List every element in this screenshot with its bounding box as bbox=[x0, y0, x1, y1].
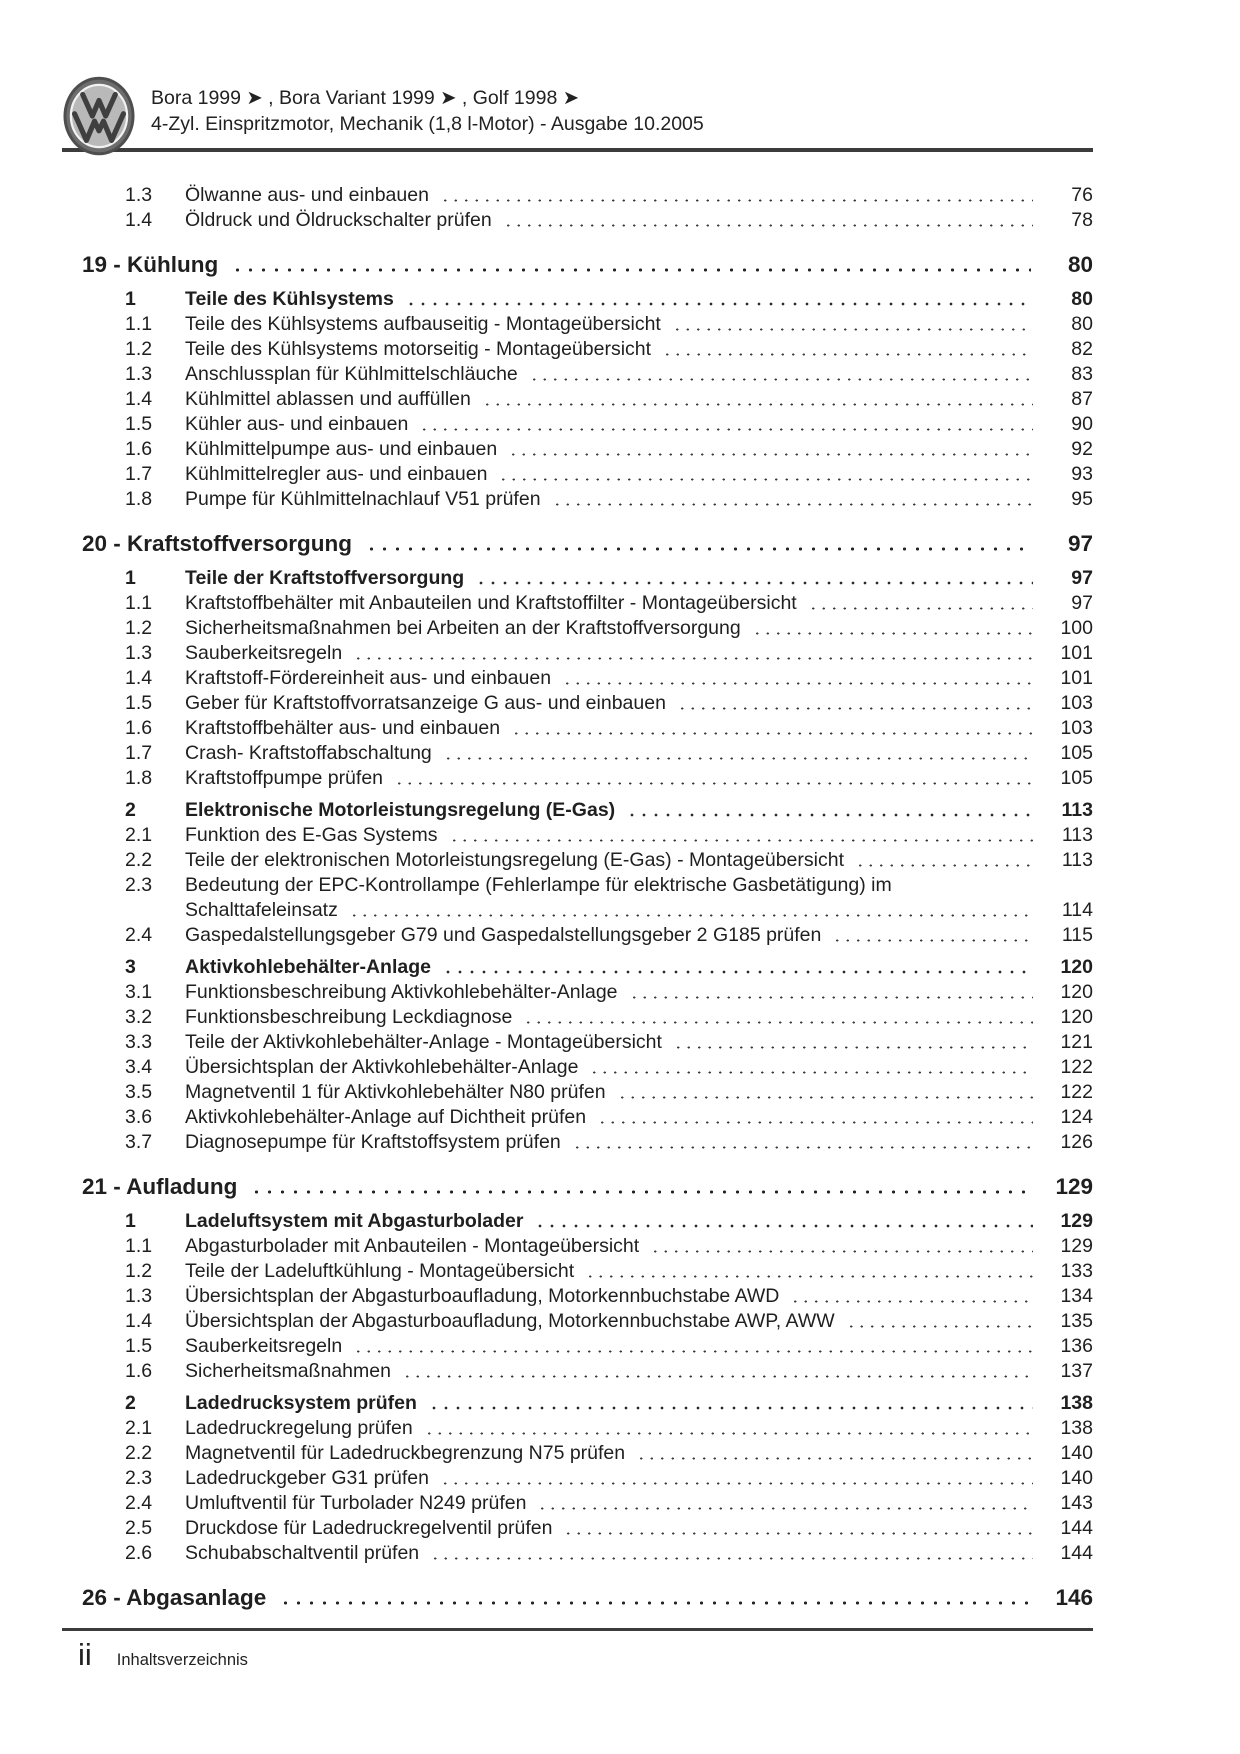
dot-leader bbox=[275, 1582, 1031, 1613]
page-number: 121 bbox=[1060, 1031, 1093, 1053]
toc-item-row bbox=[62, 616, 1093, 641]
toc-item-row bbox=[62, 898, 1093, 923]
toc-item-row bbox=[62, 208, 1093, 233]
page-number: 103 bbox=[1060, 692, 1093, 714]
toc-item-title: Anschlussplan für Kühlmittelschläuche bbox=[185, 363, 518, 385]
toc-item-row bbox=[62, 566, 1093, 591]
toc-item-row bbox=[62, 462, 1093, 487]
toc-item-title: Funktion des E-Gas Systems bbox=[185, 824, 438, 846]
dot-leader bbox=[570, 1130, 1033, 1155]
toc-item-title: Teile der elektronischen Motorleistungsregelung (E-Gas) - Montageübersicht bbox=[185, 849, 844, 871]
toc-item-number: 1.4 bbox=[125, 388, 153, 410]
dot-leader bbox=[583, 1259, 1033, 1284]
toc-item-title: Umluftventil für Turbolader N249 prüfen bbox=[185, 1492, 527, 1514]
toc-item-row bbox=[62, 848, 1093, 873]
toc-item-row bbox=[62, 1491, 1093, 1516]
toc-item-number: 1.7 bbox=[125, 742, 153, 764]
toc-item-number: 3.2 bbox=[125, 1006, 153, 1028]
toc-item-row bbox=[62, 716, 1093, 741]
toc-item-title: Schubabschaltventil prüfen bbox=[185, 1542, 420, 1564]
dot-leader bbox=[634, 1441, 1033, 1466]
page-number: 120 bbox=[1060, 981, 1093, 1003]
toc-item-title: Magnetventil für Ladedruckbegrenzung N75 prüfen bbox=[185, 1442, 626, 1464]
toc-item-number: 1.1 bbox=[125, 313, 153, 335]
dot-leader bbox=[438, 183, 1033, 208]
toc-item-number: 1 bbox=[125, 1210, 136, 1232]
toc-item-title: Diagnosepumpe für Kraftstoffsystem prüfen bbox=[185, 1131, 561, 1153]
toc-item-number: 1.4 bbox=[125, 1310, 153, 1332]
toc-item-row bbox=[62, 980, 1093, 1005]
toc-item-row bbox=[62, 923, 1093, 948]
dot-leader bbox=[246, 1171, 1031, 1202]
page-number: 82 bbox=[1071, 338, 1093, 360]
page-number: 80 bbox=[1071, 288, 1093, 310]
toc-item-number: 1.1 bbox=[125, 1235, 153, 1257]
page-number: 137 bbox=[1060, 1360, 1093, 1382]
dot-leader bbox=[615, 1080, 1033, 1105]
toc-item-title: Bedeutung der EPC-Kontrollampe (Fehlerlampe für elektrische Gasbetätigung) im bbox=[185, 874, 892, 896]
toc-item-title: Teile der Ladeluftkühlung - Montageübersicht bbox=[185, 1260, 575, 1282]
toc-item-number: 1.2 bbox=[125, 1260, 153, 1282]
dot-leader bbox=[509, 716, 1033, 741]
toc-item-title: Kraftstoffbehälter aus- und einbauen bbox=[185, 717, 501, 739]
dot-leader bbox=[403, 287, 1033, 312]
toc-item-title: Ölwanne aus- und einbauen bbox=[185, 184, 429, 206]
toc-chapter-row bbox=[62, 1171, 1093, 1202]
page-number: 87 bbox=[1071, 388, 1093, 410]
toc-item-number: 1.8 bbox=[125, 488, 153, 510]
header-subtitle: 4-Zyl. Einspritzmotor, Mechanik (1,8 l-Motor) - Ausgabe 10.2005 bbox=[151, 113, 704, 135]
page-number: 113 bbox=[1061, 799, 1093, 821]
toc-item-number: 3.5 bbox=[125, 1081, 153, 1103]
dot-leader bbox=[501, 208, 1033, 233]
toc-item-title: Ladedruckgeber G31 prüfen bbox=[185, 1467, 429, 1489]
toc-item-row bbox=[62, 1391, 1093, 1416]
toc-item-number: 2.6 bbox=[125, 1542, 153, 1564]
page-number: 105 bbox=[1060, 767, 1093, 789]
toc-item-number: 2.2 bbox=[125, 1442, 153, 1464]
header-models: Bora 1999 ➤ , Bora Variant 1999 ➤ , Golf 1998 ➤ bbox=[151, 87, 580, 109]
dot-leader bbox=[595, 1105, 1033, 1130]
page-number: 129 bbox=[1055, 1174, 1093, 1199]
dot-leader bbox=[227, 249, 1031, 280]
toc-item-row bbox=[62, 873, 1093, 898]
page-number: 140 bbox=[1060, 1467, 1093, 1489]
page-number: 124 bbox=[1060, 1106, 1093, 1128]
page-number: 101 bbox=[1060, 642, 1093, 664]
toc-chapter-row bbox=[62, 528, 1093, 559]
page-number: 78 bbox=[1071, 209, 1093, 231]
toc-item-row bbox=[62, 1030, 1093, 1055]
toc-item-row bbox=[62, 1259, 1093, 1284]
page-number: 136 bbox=[1060, 1335, 1093, 1357]
toc-item-row bbox=[62, 1516, 1093, 1541]
toc-item-number: 2.5 bbox=[125, 1517, 153, 1539]
toc-item-number: 1.3 bbox=[125, 1285, 153, 1307]
dot-leader bbox=[496, 462, 1033, 487]
toc-item-title: Kühler aus- und einbauen bbox=[185, 413, 409, 435]
page-number: 120 bbox=[1060, 1006, 1093, 1028]
toc-item-number: 1.5 bbox=[125, 692, 153, 714]
page-number: 146 bbox=[1055, 1585, 1093, 1610]
toc-item-title: Magnetventil 1 für Aktivkohlebehälter N80 prüfen bbox=[185, 1081, 606, 1103]
toc-item-row bbox=[62, 362, 1093, 387]
dot-leader bbox=[675, 691, 1033, 716]
page-number: 80 bbox=[1067, 252, 1093, 277]
toc-item-row bbox=[62, 412, 1093, 437]
toc-item-number: 1.2 bbox=[125, 617, 153, 639]
toc-item-row bbox=[62, 183, 1093, 208]
toc-item-row bbox=[62, 1105, 1093, 1130]
toc-item-row bbox=[62, 741, 1093, 766]
toc-item-title: Funktionsbeschreibung Leckdiagnose bbox=[185, 1006, 513, 1028]
dot-leader bbox=[627, 980, 1033, 1005]
vw-logo bbox=[62, 75, 136, 157]
toc-item-number: 1.6 bbox=[125, 1360, 153, 1382]
page-number: 126 bbox=[1060, 1131, 1093, 1153]
toc-item-number: 2.1 bbox=[125, 1417, 153, 1439]
toc-item-row bbox=[62, 1309, 1093, 1334]
dot-leader bbox=[535, 1491, 1033, 1516]
dot-leader bbox=[422, 1416, 1033, 1441]
toc-item-title: Teile der Aktivkohlebehälter-Anlage - Montageübersicht bbox=[185, 1031, 662, 1053]
page-number: 129 bbox=[1060, 1235, 1093, 1257]
toc-item-title: Kühlmittelregler aus- und einbauen bbox=[185, 463, 488, 485]
page-number: 115 bbox=[1061, 924, 1093, 946]
dot-leader bbox=[351, 641, 1033, 666]
toc-item-row bbox=[62, 437, 1093, 462]
page-number: 129 bbox=[1060, 1210, 1093, 1232]
page-number: 92 bbox=[1071, 438, 1093, 460]
page-number: 144 bbox=[1060, 1542, 1093, 1564]
toc-item-number: 1.6 bbox=[125, 438, 153, 460]
page-number: 93 bbox=[1071, 463, 1093, 485]
toc-item-title: Sicherheitsmaßnahmen bbox=[185, 1360, 391, 1382]
toc-item-row bbox=[62, 1541, 1093, 1566]
page-number: 83 bbox=[1071, 363, 1093, 385]
page-number: 90 bbox=[1071, 413, 1093, 435]
page-number: 133 bbox=[1060, 1260, 1093, 1282]
toc-item-row bbox=[62, 1130, 1093, 1155]
toc-item-row bbox=[62, 387, 1093, 412]
toc-item-row bbox=[62, 666, 1093, 691]
toc-chapter-title: 20 - Kraftstoffversorgung bbox=[82, 531, 353, 556]
toc-item-row bbox=[62, 955, 1093, 980]
toc-item-number: 3.6 bbox=[125, 1106, 153, 1128]
table-of-contents bbox=[62, 183, 1093, 1613]
toc-item-title: Kühlmittel ablassen und auffüllen bbox=[185, 388, 471, 410]
page-number: 103 bbox=[1060, 717, 1093, 739]
dot-leader bbox=[648, 1234, 1033, 1259]
toc-item-row bbox=[62, 1359, 1093, 1384]
toc-item-row bbox=[62, 798, 1093, 823]
toc-chapter-title: 19 - Kühlung bbox=[82, 252, 219, 277]
toc-item-number: 2.4 bbox=[125, 924, 153, 946]
dot-leader bbox=[361, 528, 1031, 559]
toc-item-title: Teile des Kühlsystems aufbauseitig - Montageübersicht bbox=[185, 313, 661, 335]
vw-logo-icon bbox=[62, 75, 136, 157]
dot-leader bbox=[473, 566, 1033, 591]
header-text-block bbox=[151, 76, 704, 137]
dot-leader bbox=[438, 1466, 1033, 1491]
dot-leader bbox=[532, 1209, 1033, 1234]
toc-item-number: 1.8 bbox=[125, 767, 153, 789]
footer-divider bbox=[62, 1628, 1093, 1631]
folio-page-number: ii bbox=[78, 1637, 92, 1672]
toc-item-title: Teile des Kühlsystems bbox=[185, 288, 394, 310]
toc-chapter-row bbox=[62, 249, 1093, 280]
dot-leader bbox=[830, 923, 1033, 948]
toc-item-row bbox=[62, 1441, 1093, 1466]
dot-leader bbox=[587, 1055, 1033, 1080]
toc-item-number: 2.4 bbox=[125, 1492, 153, 1514]
toc-item-number: 1.1 bbox=[125, 592, 153, 614]
dot-leader bbox=[441, 741, 1033, 766]
toc-item-number: 2.3 bbox=[125, 874, 153, 896]
toc-item-title: Ladedrucksystem prüfen bbox=[185, 1392, 417, 1414]
toc-item-row bbox=[62, 1284, 1093, 1309]
toc-item-row bbox=[62, 312, 1093, 337]
toc-item-number: 2 bbox=[125, 1392, 136, 1414]
dot-leader bbox=[660, 337, 1033, 362]
toc-item-number: 1 bbox=[125, 567, 136, 589]
toc-item-number: 1.2 bbox=[125, 338, 153, 360]
toc-item-number: 1.4 bbox=[125, 209, 153, 231]
toc-item-row bbox=[62, 1466, 1093, 1491]
toc-item-row bbox=[62, 337, 1093, 362]
page-number: 138 bbox=[1060, 1392, 1093, 1414]
dot-leader bbox=[853, 848, 1033, 873]
dot-leader bbox=[400, 1359, 1033, 1384]
page-number: 113 bbox=[1061, 824, 1093, 846]
page-header bbox=[62, 0, 1093, 157]
toc-item-row bbox=[62, 823, 1093, 848]
footer-section-label: Inhaltsverzeichnis bbox=[116, 1651, 248, 1669]
page-number: 101 bbox=[1060, 667, 1093, 689]
toc-item-title: Schalttafeleinsatz bbox=[185, 899, 338, 921]
toc-item-title: Druckdose für Ladedruckregelventil prüfen bbox=[185, 1517, 553, 1539]
toc-item-title: Sauberkeitsregeln bbox=[185, 642, 343, 664]
dot-leader bbox=[561, 1516, 1033, 1541]
toc-item-row bbox=[62, 287, 1093, 312]
toc-item-title: Übersichtsplan der Abgasturboaufladung, Motorkennbuchstabe AWD bbox=[185, 1285, 780, 1307]
toc-item-number: 1.3 bbox=[125, 363, 153, 385]
page-number: 97 bbox=[1071, 592, 1093, 614]
toc-item-number: 1.5 bbox=[125, 1335, 153, 1357]
page-number: 140 bbox=[1060, 1442, 1093, 1464]
toc-item-title: Pumpe für Kühlmittelnachlauf V51 prüfen bbox=[185, 488, 541, 510]
page-number: 80 bbox=[1071, 313, 1093, 335]
dot-leader bbox=[844, 1309, 1033, 1334]
toc-item-number: 2.1 bbox=[125, 824, 153, 846]
toc-item-number bbox=[125, 898, 185, 923]
toc-item-row bbox=[62, 1005, 1093, 1030]
toc-item-number: 2.3 bbox=[125, 1467, 153, 1489]
toc-item-number: 1.4 bbox=[125, 667, 153, 689]
toc-item-title: Übersichtsplan der Aktivkohlebehälter-Anlage bbox=[185, 1056, 579, 1078]
toc-item-title: Gaspedalstellungsgeber G79 und Gaspedalstellungsgeber 2 G185 prüfen bbox=[185, 924, 822, 946]
toc-item-row bbox=[62, 1416, 1093, 1441]
dot-leader bbox=[624, 798, 1033, 823]
toc-item-number: 3.3 bbox=[125, 1031, 153, 1053]
toc-item-number: 1.7 bbox=[125, 463, 153, 485]
toc-item-number: 2 bbox=[125, 799, 136, 821]
toc-item-row bbox=[62, 1080, 1093, 1105]
page-number: 122 bbox=[1060, 1056, 1093, 1078]
page-number: 143 bbox=[1060, 1492, 1093, 1514]
page-number: 95 bbox=[1071, 488, 1093, 510]
toc-item-title: Kühlmittelpumpe aus- und einbauen bbox=[185, 438, 498, 460]
page-number: 113 bbox=[1061, 849, 1093, 871]
toc-item-title: Crash- Kraftstoffabschaltung bbox=[185, 742, 432, 764]
page-number: 122 bbox=[1060, 1081, 1093, 1103]
toc-item-row bbox=[62, 691, 1093, 716]
dot-leader bbox=[417, 412, 1033, 437]
dot-leader bbox=[440, 955, 1033, 980]
dot-leader bbox=[788, 1284, 1033, 1309]
toc-item-number: 1.6 bbox=[125, 717, 153, 739]
manual-toc-page bbox=[62, 0, 1093, 1673]
page-number: 100 bbox=[1060, 617, 1093, 639]
dot-leader bbox=[670, 312, 1033, 337]
toc-item-number: 1.3 bbox=[125, 184, 153, 206]
toc-item-title: Sicherheitsmaßnahmen bei Arbeiten an der Kraftstoffversorgung bbox=[185, 617, 741, 639]
page-number: 135 bbox=[1060, 1310, 1093, 1332]
page-number: 134 bbox=[1060, 1285, 1093, 1307]
page-footer bbox=[62, 1637, 1093, 1673]
toc-item-row bbox=[62, 1055, 1093, 1080]
dot-leader bbox=[428, 1541, 1033, 1566]
toc-item-title: Ladedruckregelung prüfen bbox=[185, 1417, 413, 1439]
toc-chapter-row bbox=[62, 1582, 1093, 1613]
toc-item-number: 1 bbox=[125, 288, 136, 310]
dot-leader bbox=[480, 387, 1033, 412]
dot-leader bbox=[351, 1334, 1033, 1359]
toc-item-row bbox=[62, 641, 1093, 666]
toc-item-row bbox=[62, 1334, 1093, 1359]
dot-leader bbox=[671, 1030, 1033, 1055]
dot-leader bbox=[426, 1391, 1033, 1416]
dot-leader bbox=[560, 666, 1033, 691]
page-number: 76 bbox=[1071, 184, 1093, 206]
toc-item-number: 3.4 bbox=[125, 1056, 153, 1078]
toc-item-row bbox=[62, 1209, 1093, 1234]
dot-leader bbox=[506, 437, 1033, 462]
toc-item-title: Funktionsbeschreibung Aktivkohlebehälter-Anlage bbox=[185, 981, 618, 1003]
toc-item-number: 3 bbox=[125, 956, 136, 978]
page-number: 97 bbox=[1071, 567, 1093, 589]
toc-item-number: 3.7 bbox=[125, 1131, 153, 1153]
page-number: 120 bbox=[1060, 956, 1093, 978]
dot-leader bbox=[806, 591, 1033, 616]
toc-item-title: Ladeluftsystem mit Abgasturbolader bbox=[185, 1210, 524, 1232]
toc-item-row bbox=[62, 766, 1093, 791]
toc-item-number: 3.1 bbox=[125, 981, 153, 1003]
dot-leader bbox=[527, 362, 1033, 387]
toc-item-row bbox=[62, 591, 1093, 616]
dot-leader bbox=[550, 487, 1033, 512]
toc-item-title: Elektronische Motorleistungsregelung (E-Gas) bbox=[185, 799, 616, 821]
page-number: 105 bbox=[1060, 742, 1093, 764]
toc-item-title: Aktivkohlebehälter-Anlage bbox=[185, 956, 431, 978]
toc-item-title: Übersichtsplan der Abgasturboaufladung, Motorkennbuchstabe AWP, AWW bbox=[185, 1310, 835, 1332]
toc-item-number: 2.2 bbox=[125, 849, 153, 871]
page-number: 97 bbox=[1067, 531, 1093, 556]
dot-leader bbox=[447, 823, 1033, 848]
toc-item-number: 1.5 bbox=[125, 413, 153, 435]
toc-item-title: Abgasturbolader mit Anbauteilen - Montageübersicht bbox=[185, 1235, 640, 1257]
toc-item-title: Kraftstoff-Fördereinheit aus- und einbauen bbox=[185, 667, 552, 689]
toc-item-title: Teile des Kühlsystems motorseitig - Montageübersicht bbox=[185, 338, 652, 360]
toc-item-title: Kraftstoffpumpe prüfen bbox=[185, 767, 384, 789]
toc-item-number: 1.3 bbox=[125, 642, 153, 664]
page-number: 144 bbox=[1060, 1517, 1093, 1539]
toc-item-title: Sauberkeitsregeln bbox=[185, 1335, 343, 1357]
dot-leader bbox=[392, 766, 1033, 791]
dot-leader bbox=[750, 616, 1033, 641]
page-number: 114 bbox=[1061, 899, 1093, 921]
dot-leader bbox=[521, 1005, 1033, 1030]
page-number: 138 bbox=[1060, 1417, 1093, 1439]
toc-item-row bbox=[62, 1234, 1093, 1259]
toc-item-title: Teile der Kraftstoffversorgung bbox=[185, 567, 465, 589]
dot-leader bbox=[347, 898, 1033, 923]
toc-item-title: Kraftstoffbehälter mit Anbauteilen und Kraftstoffilter - Montageübersicht bbox=[185, 592, 797, 614]
toc-item-title: Geber für Kraftstoffvorratsanzeige G aus- und einbauen bbox=[185, 692, 666, 714]
toc-item-title: Aktivkohlebehälter-Anlage auf Dichtheit prüfen bbox=[185, 1106, 587, 1128]
toc-chapter-title: 21 - Aufladung bbox=[82, 1174, 238, 1199]
toc-item-title: Öldruck und Öldruckschalter prüfen bbox=[185, 209, 492, 231]
toc-item-row bbox=[62, 487, 1093, 512]
toc-chapter-title: 26 - Abgasanlage bbox=[82, 1585, 267, 1610]
